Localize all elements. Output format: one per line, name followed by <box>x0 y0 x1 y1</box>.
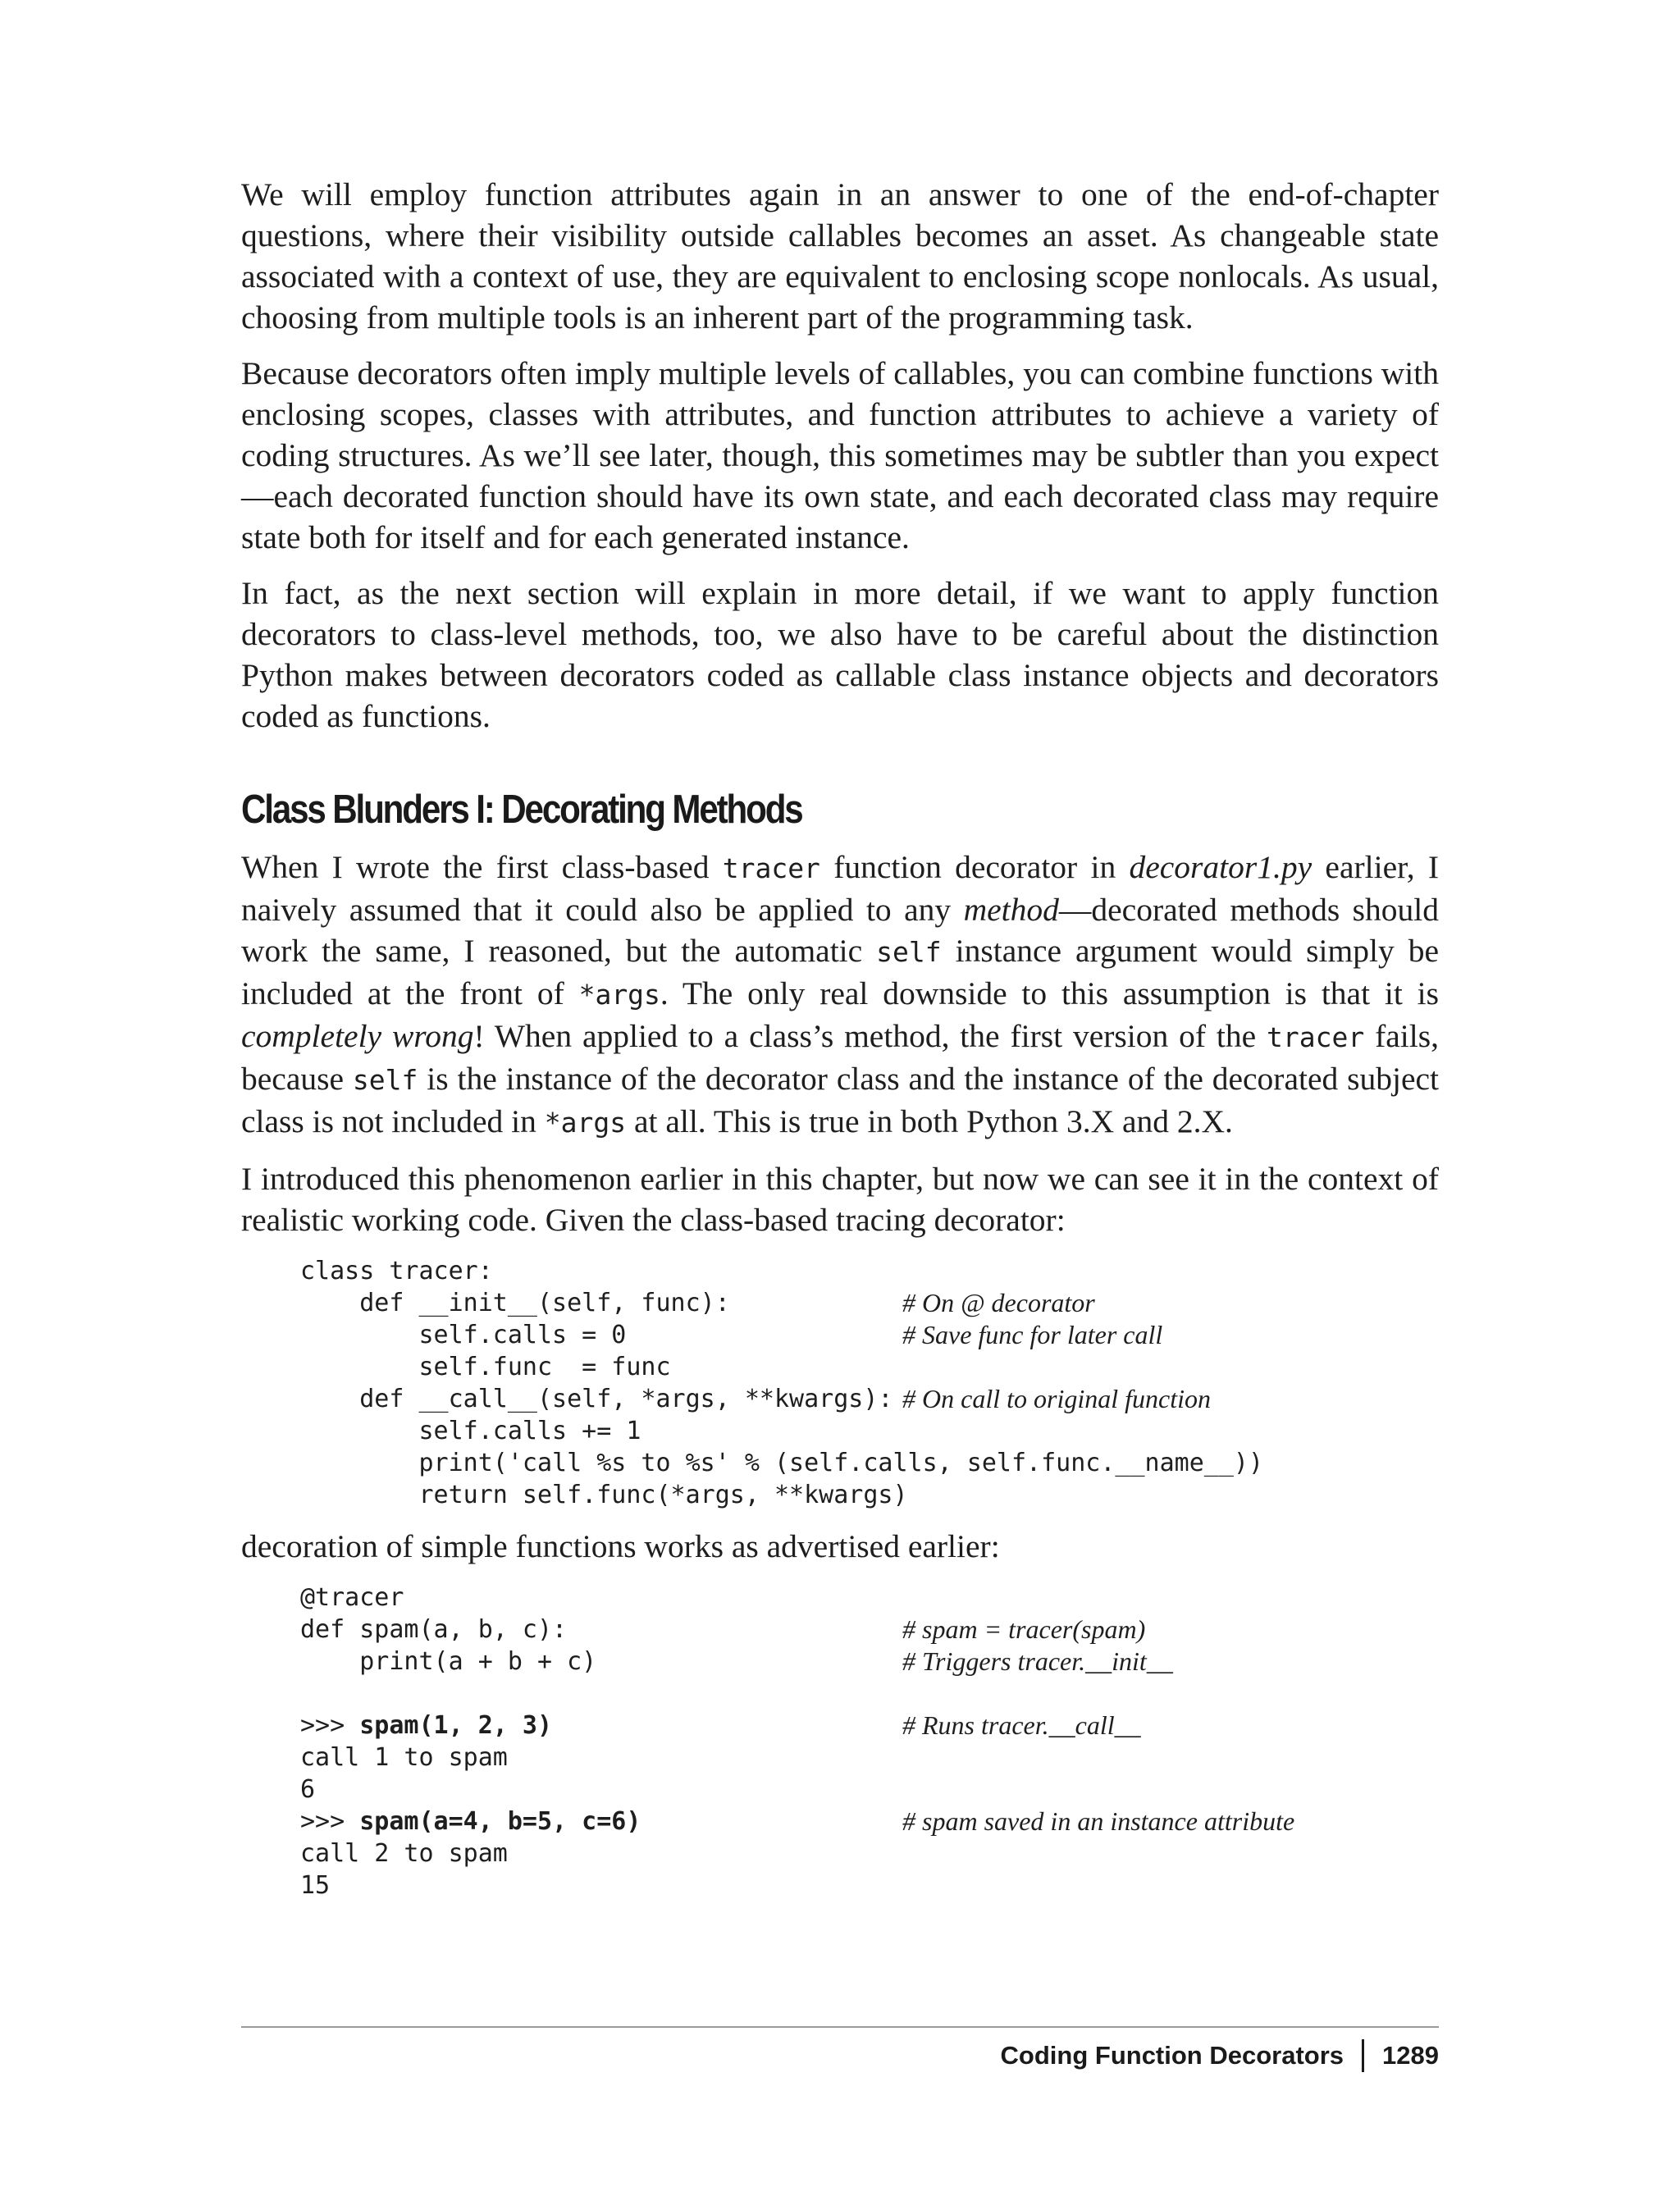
code-blank-line <box>300 1678 1439 1710</box>
section-heading: Class Blunders I: Decorating Methods <box>241 788 802 832</box>
paragraph-decoration: decoration of simple functions works as advertised earlier: <box>241 1528 1000 1564</box>
code-comment: # Save func for later call <box>902 1320 1163 1349</box>
code-line: class tracer: <box>300 1257 493 1285</box>
code-block-tracer-class <box>300 1255 1439 1511</box>
code-comment: # spam = tracer(spam) <box>902 1614 1146 1644</box>
footer-separator <box>1362 2039 1364 2072</box>
emphasis-completely-wrong: completely wrong <box>241 1018 474 1054</box>
code-line: >>> spam(a=4, b=5, c=6) # spam saved in an instance attribute <box>300 1806 1295 1836</box>
code-line: 15 <box>300 1871 331 1900</box>
code-line: def spam(a, b, c): # spam = tracer(spam) <box>300 1614 1146 1644</box>
paragraph-naive-assumption: When I wrote the first class-based tracer function decorator in decorator1.py earlier, I naively assumed that it could also be applied to any method—decorated methods should work the same, I reasoned, but the automatic self instance argument would simply be included at the front of *args. The only real downside to this assumption is that it is completely wrong! When applied to a class’s method, the first version of the tracer fails, because self is the instance of the decorator class and the instance of the decorated subject class is not included in *args at all. This is true in both Python 3.X and 2.X. <box>241 849 1439 1139</box>
code-line: def __call__(self, *args, **kwargs): # On call to original function <box>300 1384 1211 1413</box>
code-line: self.func = func <box>300 1353 671 1381</box>
footer-chapter-title: Coding Function Decorators <box>1000 2041 1344 2070</box>
code-comment: # spam saved in an instance attribute <box>902 1806 1295 1836</box>
interactive-command: spam(1, 2, 3) <box>359 1711 553 1740</box>
page-number: 1289 <box>1382 2041 1439 2070</box>
emphasis-method: method <box>963 892 1059 928</box>
paragraph-class-level-methods: In fact, as the next section will explain in more detail, if we want to apply function decorators to class-level methods, too, we also have to be careful about the distinction Python makes between decorators coded as callable class instance objects and decorators coded as functions. <box>241 575 1439 734</box>
interactive-command: spam(a=4, b=5, c=6) <box>359 1807 641 1836</box>
code-line: call 2 to spam <box>300 1839 508 1868</box>
code-line: @tracer <box>300 1583 404 1612</box>
code-line: return self.func(*args, **kwargs) <box>300 1481 908 1509</box>
code-line: self.calls += 1 <box>300 1417 641 1445</box>
code-block-spam-example <box>300 1582 1439 1901</box>
page-footer <box>1001 2038 1439 2074</box>
paragraph-function-attributes: We will employ function attributes again in an answer to one of the end-of-chapter questions, where their visibility outside callables becomes an asset. As changeable state associated with a context of use, they are equivalent to enclosing scope nonlocals. As usual, choosing from multiple tools is an inherent part of the programming task. <box>241 176 1439 336</box>
inline-code-self: self <box>352 1064 418 1096</box>
code-comment: # On call to original function <box>902 1384 1211 1413</box>
code-line: self.calls = 0 # Save func for later call <box>300 1320 1163 1349</box>
filename-decorator1: decorator1.py <box>1129 849 1312 885</box>
paragraph-multiple-levels: Because decorators often imply multiple levels of callables, you can combine functions with enclosing scopes, classes with attributes, and function attributes to achieve a variety of coding structures. As we’ll see later, though, this sometimes may be subtler than you expect—each decorated function should have its own state, and each decorated class may require state both for itself and for each generated instance. <box>241 355 1439 555</box>
code-line: def __init__(self, func): # On @ decorator <box>300 1288 1095 1317</box>
code-comment: # On @ decorator <box>902 1288 1095 1317</box>
code-line: 6 <box>300 1775 316 1804</box>
code-line: print(a + b + c) # Triggers tracer.__init__ <box>300 1646 1173 1676</box>
code-comment: # Triggers tracer.__init__ <box>902 1646 1173 1676</box>
code-line: print('call %s to %s' % (self.calls, self.func.__name__)) <box>300 1449 1263 1477</box>
inline-code-args: *args <box>578 979 660 1011</box>
code-comment: # Runs tracer.__call__ <box>902 1710 1141 1740</box>
code-line: >>> spam(1, 2, 3) # Runs tracer.__call__ <box>300 1710 1141 1740</box>
inline-code-tracer: tracer <box>722 852 820 884</box>
paragraph-phenomenon: I introduced this phenomenon earlier in this chapter, but now we can see it in the context of realistic working code. Given the class-based tracing decorator: <box>241 1161 1439 1238</box>
code-line: call 1 to spam <box>300 1743 508 1772</box>
inline-code-args: *args <box>544 1107 627 1139</box>
page-content <box>241 174 1439 1916</box>
inline-code-self: self <box>876 936 942 968</box>
footer-divider <box>241 2026 1439 2028</box>
inline-code-tracer: tracer <box>1267 1021 1365 1053</box>
